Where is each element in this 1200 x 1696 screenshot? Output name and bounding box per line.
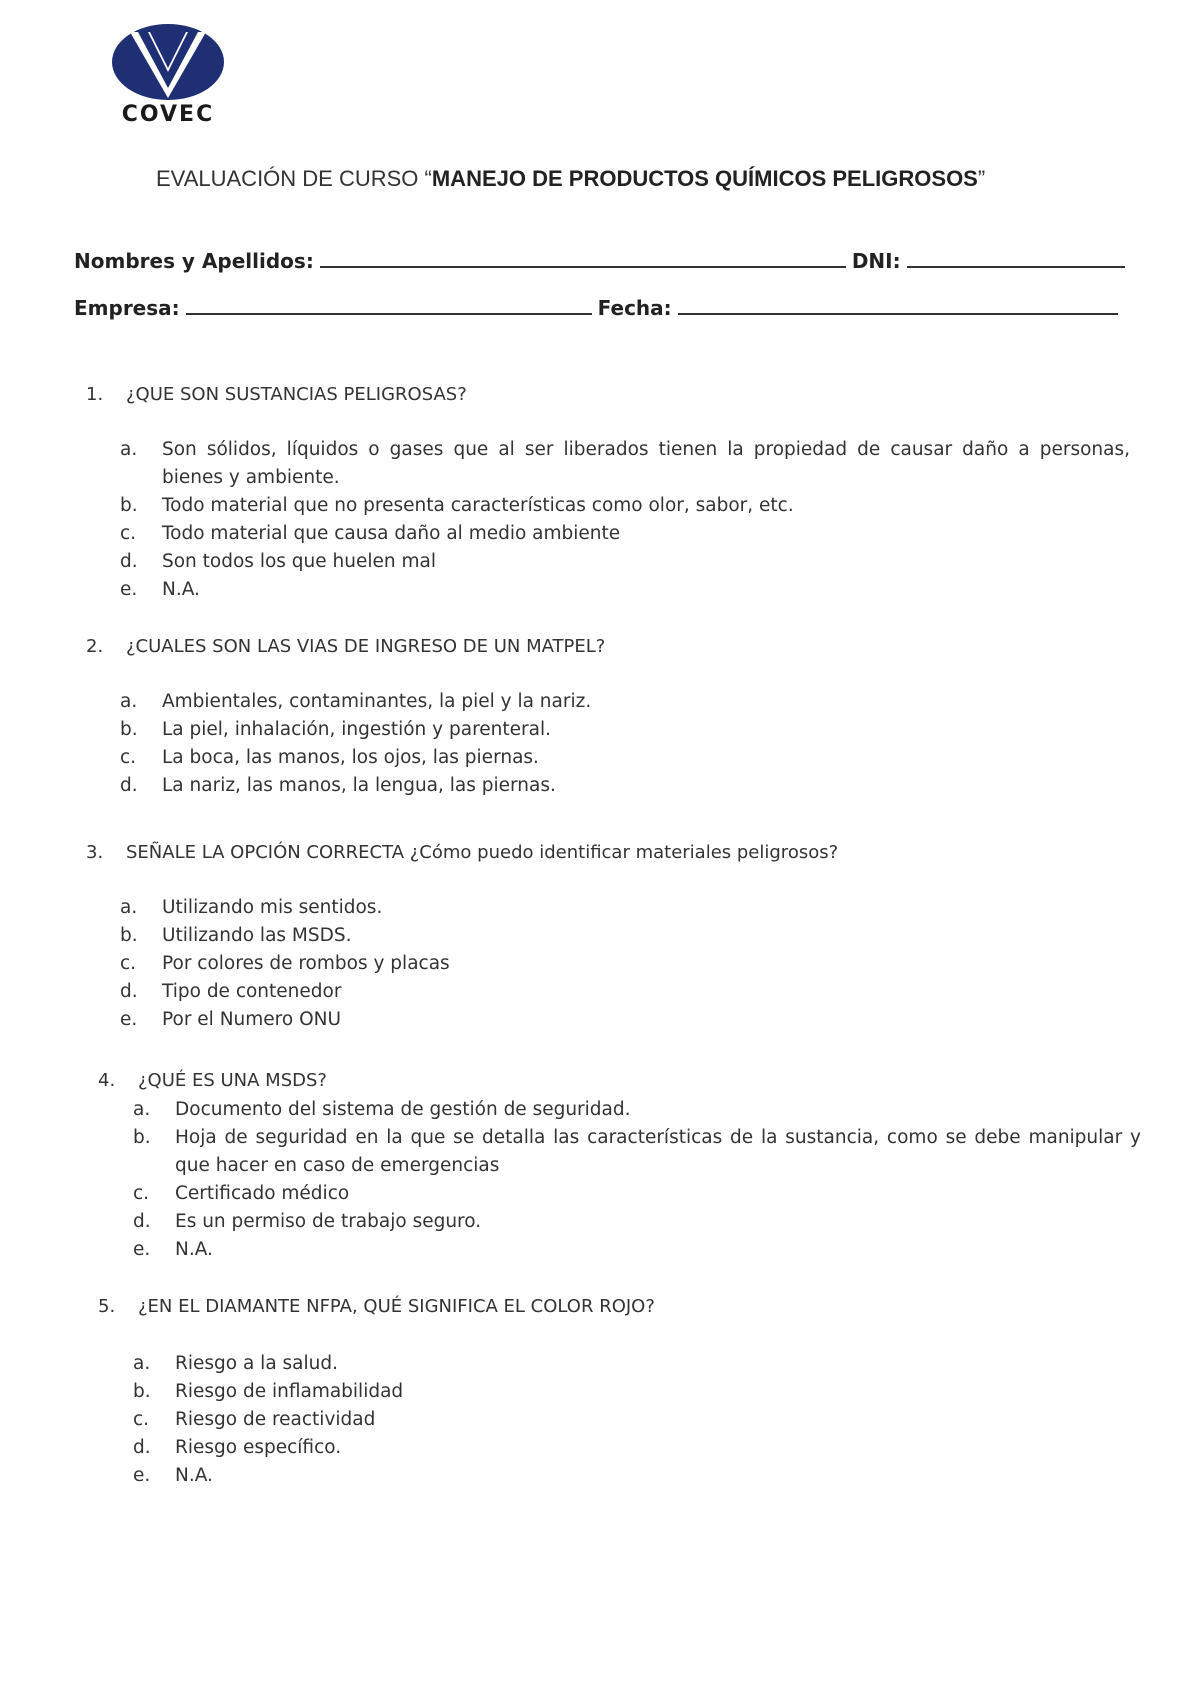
option-letter: b. <box>133 1381 151 1402</box>
option-1e[interactable] <box>120 576 1130 604</box>
option-text: Todo material que no presenta características como olor, sabor, etc. <box>162 495 794 516</box>
option-letter: c. <box>120 523 137 544</box>
option-letter: e. <box>133 1239 151 1260</box>
option-text: N.A. <box>162 579 200 600</box>
option-2b[interactable] <box>120 716 1130 744</box>
company-field[interactable] <box>186 295 592 315</box>
question-number: 2. <box>86 636 104 657</box>
form-line-company <box>74 295 1124 320</box>
option-letter: e. <box>133 1465 151 1486</box>
option-letter: b. <box>120 495 138 516</box>
option-5d[interactable] <box>133 1434 1141 1462</box>
option-text: Riesgo a la salud. <box>175 1353 338 1374</box>
option-text: Son todos los que huelen mal <box>162 551 436 572</box>
date-label: Fecha: <box>597 296 672 320</box>
option-letter: e. <box>120 579 138 600</box>
question-number: 5. <box>98 1296 116 1317</box>
option-text: Todo material que causa daño al medio ambiente <box>162 523 621 544</box>
option-text: Riesgo de reactividad <box>175 1409 376 1430</box>
option-letter: b. <box>133 1127 151 1148</box>
options-list-2 <box>120 688 1130 800</box>
option-text: Son sólidos, líquidos o gases que al ser liberados tienen la propiedad de causar daño a personas, bienes y ambiente. <box>162 439 1130 488</box>
option-text: Utilizando mis sentidos. <box>162 897 383 918</box>
covec-v-icon <box>108 22 228 102</box>
question-number: 3. <box>86 842 104 863</box>
question-text: ¿QUE SON SUSTANCIAS PELIGROSAS? <box>126 384 467 405</box>
option-text: Por colores de rombos y placas <box>162 953 450 974</box>
option-text: La piel, inhalación, ingestión y parenteral. <box>162 719 551 740</box>
options-list-1 <box>120 436 1130 604</box>
option-4a[interactable] <box>133 1096 1141 1124</box>
option-text: Documento del sistema de gestión de seguridad. <box>175 1099 631 1120</box>
option-1d[interactable] <box>120 548 1130 576</box>
form-line-name <box>74 248 1131 273</box>
options-list-3 <box>120 894 1130 1034</box>
option-text: Tipo de contenedor <box>162 981 342 1002</box>
option-letter: b. <box>120 719 138 740</box>
option-letter: d. <box>120 551 138 572</box>
name-label: Nombres y Apellidos: <box>74 249 314 273</box>
date-field[interactable] <box>678 295 1118 315</box>
option-text: Hoja de seguridad en la que se detalla las características de la sustancia, como se debe manipular y que hacer en caso de emergencias <box>175 1127 1141 1176</box>
option-4d[interactable] <box>133 1208 1141 1236</box>
option-text: N.A. <box>175 1465 213 1486</box>
option-4c[interactable] <box>133 1180 1141 1208</box>
option-text: Riesgo específico. <box>175 1437 342 1458</box>
question-number: 4. <box>98 1070 116 1091</box>
option-5a[interactable] <box>133 1350 1141 1378</box>
page-title <box>156 166 985 192</box>
option-4e[interactable] <box>133 1236 1141 1264</box>
title-suffix: ” <box>977 166 986 191</box>
option-2a[interactable] <box>120 688 1130 716</box>
title-bold: MANEJO DE PRODUCTOS QUÍMICOS PELIGROSOS <box>431 166 978 191</box>
option-letter: a. <box>120 439 138 460</box>
option-letter: c. <box>133 1409 150 1430</box>
option-4b[interactable] <box>133 1124 1141 1180</box>
name-field[interactable] <box>320 248 846 268</box>
question-text: SEÑALE LA OPCIÓN CORRECTA ¿Cómo puedo identificar materiales peligrosos? <box>126 842 839 863</box>
covec-logo <box>108 22 228 130</box>
logo-text: COVEC <box>121 102 215 127</box>
option-text: Ambientales, contaminantes, la piel y la nariz. <box>162 691 592 712</box>
option-letter: c. <box>120 747 137 768</box>
question-4 <box>98 1070 327 1091</box>
option-3a[interactable] <box>120 894 1130 922</box>
option-letter: d. <box>120 981 138 1002</box>
option-letter: a. <box>133 1099 151 1120</box>
option-2c[interactable] <box>120 744 1130 772</box>
option-letter: a. <box>120 897 138 918</box>
question-5 <box>98 1296 655 1317</box>
option-5e[interactable] <box>133 1462 1141 1490</box>
option-text: N.A. <box>175 1239 213 1260</box>
option-1b[interactable] <box>120 492 1130 520</box>
option-text: Por el Numero ONU <box>162 1009 342 1030</box>
option-letter: a. <box>133 1353 151 1374</box>
options-list-5 <box>133 1350 1141 1490</box>
option-letter: b. <box>120 925 138 946</box>
title-prefix: EVALUACIÓN DE CURSO “ <box>156 166 432 191</box>
question-text: ¿CUALES SON LAS VIAS DE INGRESO DE UN MATPEL? <box>126 636 606 657</box>
dni-label: DNI: <box>851 249 901 273</box>
question-1 <box>86 384 467 405</box>
option-text: Utilizando las MSDS. <box>162 925 352 946</box>
option-text: Es un permiso de trabajo seguro. <box>175 1211 482 1232</box>
option-letter: c. <box>120 953 137 974</box>
option-letter: e. <box>120 1009 138 1030</box>
dni-field[interactable] <box>907 248 1125 268</box>
option-letter: c. <box>133 1183 150 1204</box>
option-letter: d. <box>133 1211 151 1232</box>
question-3 <box>86 842 838 863</box>
option-2d[interactable] <box>120 772 1130 800</box>
option-1a[interactable] <box>120 436 1130 492</box>
company-label: Empresa: <box>74 296 180 320</box>
option-5c[interactable] <box>133 1406 1141 1434</box>
option-3d[interactable] <box>120 978 1130 1006</box>
option-letter: d. <box>133 1437 151 1458</box>
option-text: Certificado médico <box>175 1183 350 1204</box>
option-1c[interactable] <box>120 520 1130 548</box>
question-2 <box>86 636 605 657</box>
option-text: La boca, las manos, los ojos, las piernas. <box>162 747 539 768</box>
option-text: La nariz, las manos, la lengua, las piernas. <box>162 775 556 796</box>
question-text: ¿QUÉ ES UNA MSDS? <box>138 1070 327 1091</box>
option-3c[interactable] <box>120 950 1130 978</box>
options-list-4 <box>133 1096 1141 1264</box>
option-letter: a. <box>120 691 138 712</box>
option-text: Riesgo de inflamabilidad <box>175 1381 404 1402</box>
option-letter: d. <box>120 775 138 796</box>
option-3b[interactable] <box>120 922 1130 950</box>
option-3e[interactable] <box>120 1006 1130 1034</box>
question-number: 1. <box>86 384 104 405</box>
question-text: ¿EN EL DIAMANTE NFPA, QUÉ SIGNIFICA EL COLOR ROJO? <box>138 1296 655 1317</box>
option-5b[interactable] <box>133 1378 1141 1406</box>
